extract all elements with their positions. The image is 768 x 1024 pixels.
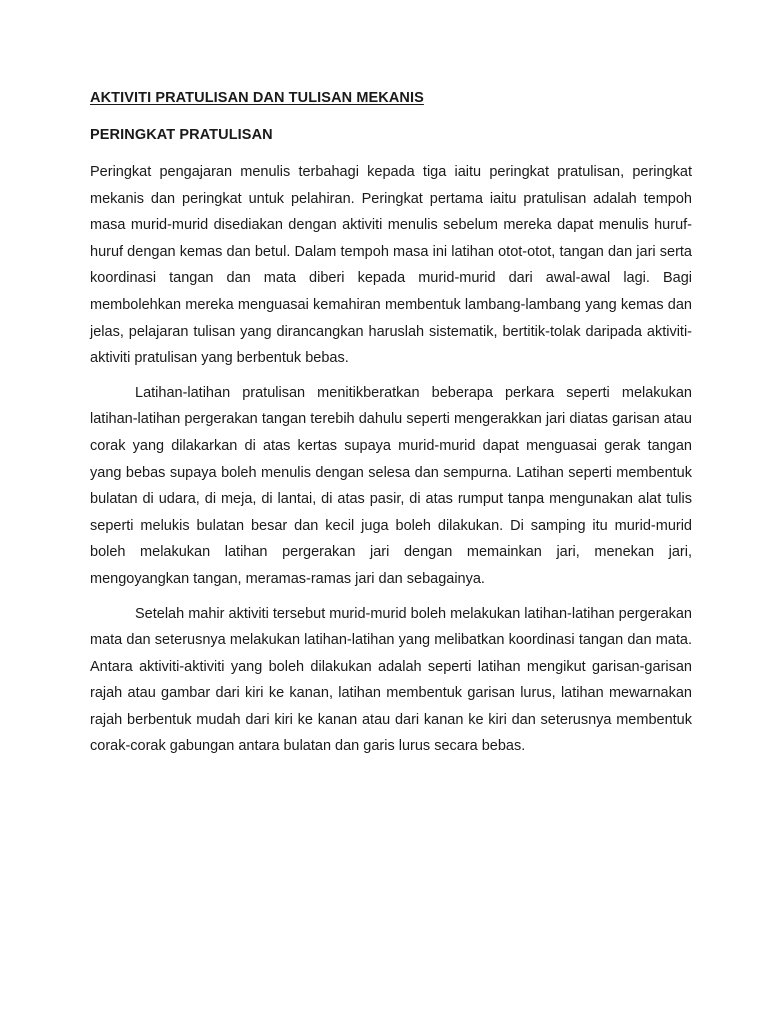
- paragraph-2: Latihan-latihan pratulisan menitikberatkan beberapa perkara seperti melakukan latihan-latihan pergerakan tangan terebih dahulu seperti mengerakkan jari diatas garisan atau corak yang dilakarkan di atas kertas supaya murid-murid dapat menguasai gerak tangan yang bebas supaya boleh menulis dengan selesa dan sempurna. Latihan seperti membentuk bulatan di udara, di meja, di lantai, di atas pasir, di atas rumput tanpa mengunakan alat tulis seperti melukis bulatan besar dan kecil juga boleh dilakukan. Di samping itu murid-murid boleh melakukan latihan pergerakan jari dengan memainkan jari, menekan jari, mengoyangkan tangan, meramas-ramas jari dan sebagainya.: [90, 384, 692, 587]
- paragraph-3: Setelah mahir aktiviti tersebut murid-murid boleh melakukan latihan-latihan pergerakan mata dan seterusnya melakukan latihan-latihan yang melibatkan koordinasi tangan dan mata. Antara aktiviti-aktiviti yang boleh dilakukan adalah seperti latihan mengikut garisan-garisan rajah atau gambar dari kiri ke kanan, latihan membentuk garisan lurus, latihan mewarnakan rajah berbentuk mudah dari kiri ke kanan atau dari kanan ke kiri dan seterusnya membentuk corak-corak gabungan antara bulatan dan garis lurus secara bebas.: [90, 605, 692, 755]
- paragraph-1: Peringkat pengajaran menulis terbahagi kepada tiga iaitu peringkat pratulisan, peringkat mekanis dan peringkat untuk pelahiran. Peringkat pertama iaitu pratulisan adalah tempoh masa murid-murid disediakan dengan aktiviti menulis sebelum mereka dapat menulis huruf-huruf dengan kemas dan betul. Dalam tempoh masa ini latihan otot-otot, tangan dan jari serta koordinasi tangan dan mata diberi kepada murid-murid dari awal-awal lagi. Bagi membolehkan mereka menguasai kemahiran membentuk lambang-lambang yang kemas dan jelas, pelajaran tulisan yang dirancangkan haruslah sistematik, bertitik-tolak daripada aktiviti-aktiviti pratulisan yang berbentuk bebas.: [90, 164, 692, 367]
- document-title: AKTIVITI PRATULISAN DAN TULISAN MEKANIS: [90, 90, 424, 106]
- section-heading: PERINGKAT PRATULISAN: [90, 127, 273, 143]
- document-page: [90, 88, 692, 760]
